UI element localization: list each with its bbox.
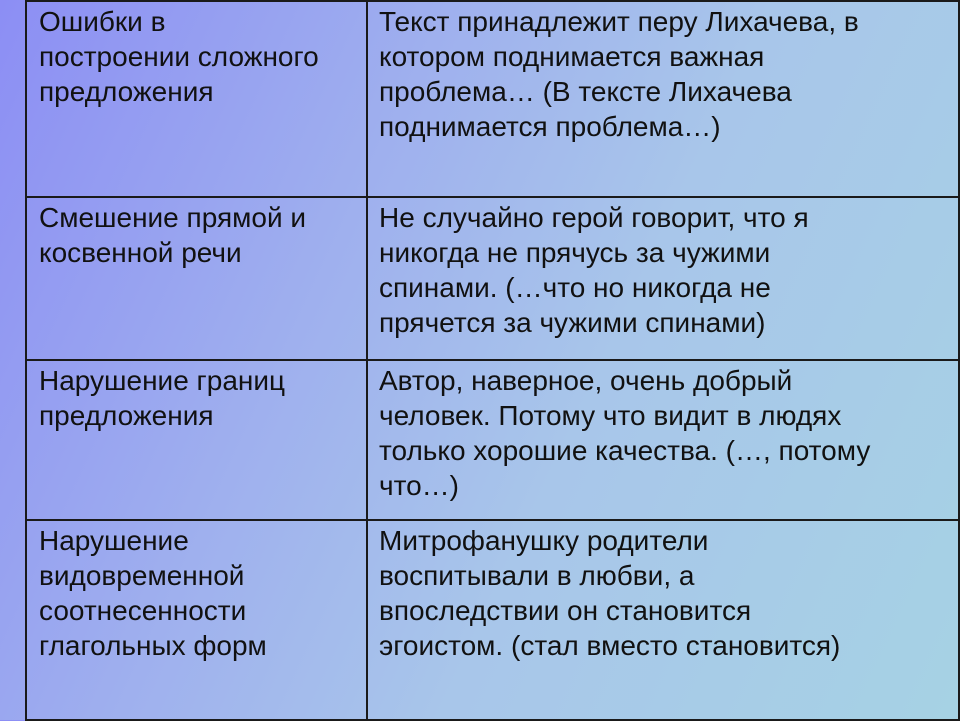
table-row [26,1,959,197]
example-cell: Митрофанушку родители воспитывали в любви, а впоследствии он становится эгоистом. (стал вместо становится) [367,520,959,720]
table-row [26,520,959,720]
error-type-cell: Нарушение границ предложения [26,360,367,520]
table-row [26,197,959,360]
example-cell: Текст принадлежит перу Лихачева, в котором поднимается важная проблема… (В тексте Лихачева поднимается проблема…) [367,1,959,197]
example-cell: Не случайно герой говорит, что я никогда не прячусь за чужими спинами. (…что но никогда не прячется за чужими спинами) [367,197,959,360]
errors-table [25,0,960,721]
error-type-cell: Ошибки в построении сложного предложения [26,1,367,197]
example-cell: Автор, наверное, очень добрый человек. Потому что видит в людях только хорошие качества. (…, потому что…) [367,360,959,520]
error-type-cell: Смешение прямой и косвенной речи [26,197,367,360]
error-type-cell: Нарушение видовременной соотнесенности глагольных форм [26,520,367,720]
table-row [26,360,959,520]
